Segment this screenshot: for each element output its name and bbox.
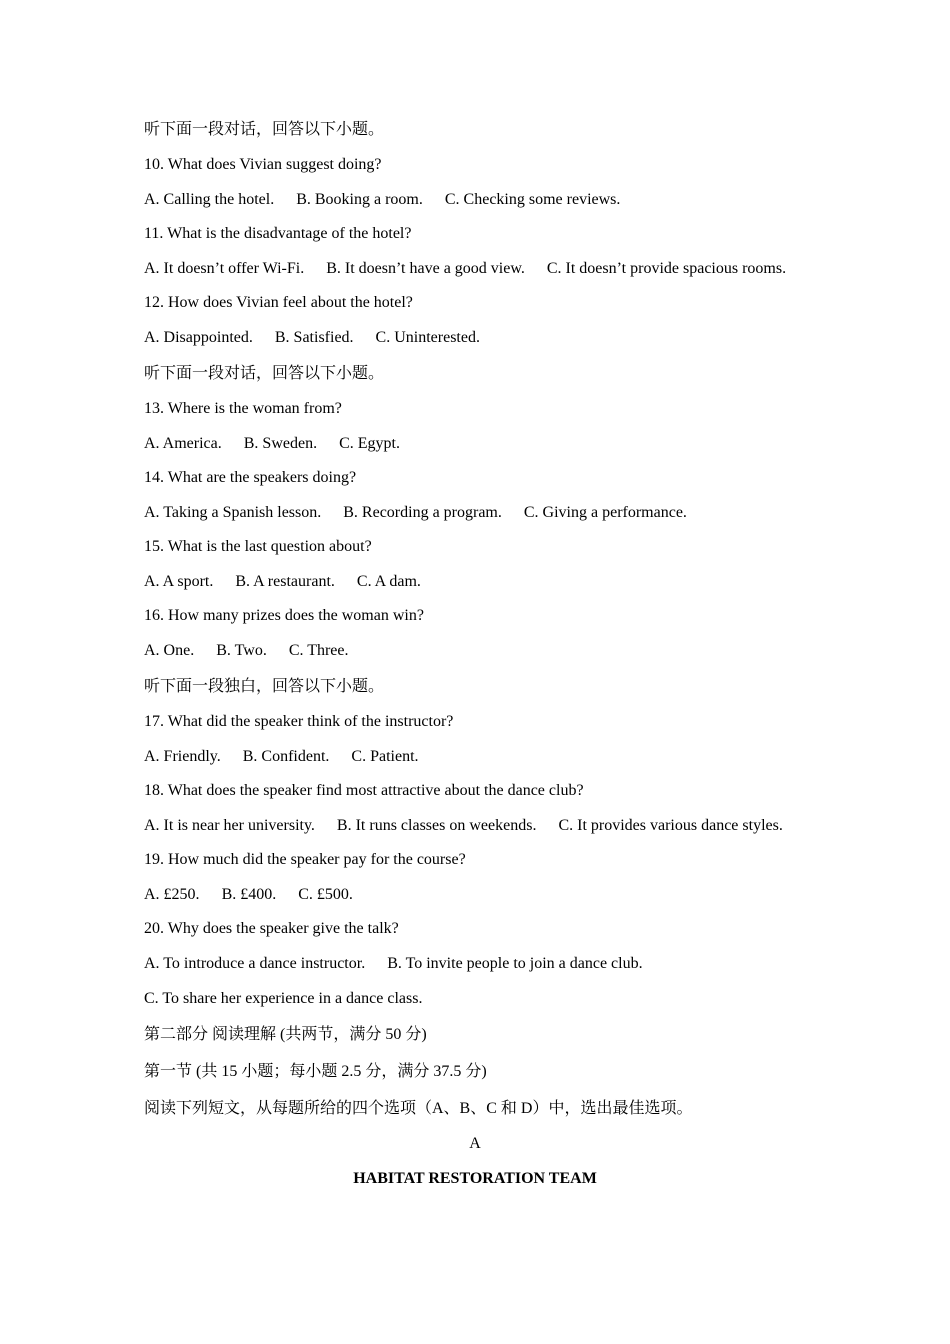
option-c: C. Uninterested. — [375, 329, 480, 346]
section-intro: 听下面一段对话，回答以下小题。 — [144, 365, 385, 382]
passage-letter: A — [469, 1135, 481, 1152]
question-12: 12. How does Vivian feel about the hotel? — [144, 294, 413, 311]
option-b: B. To invite people to join a dance club. — [387, 955, 643, 972]
options-11 — [144, 257, 786, 281]
options-17 — [144, 745, 419, 769]
option-b: B. £400. — [221, 886, 277, 903]
options-15 — [144, 570, 421, 594]
options-16 — [144, 639, 349, 663]
question-14: 14. What are the speakers doing? — [144, 469, 357, 486]
option-a: A. £250. — [144, 886, 200, 903]
option-a: A. To introduce a dance instructor. — [144, 955, 366, 972]
passage-title: HABITAT RESTORATION TEAM — [353, 1170, 597, 1187]
section-one-heading: 第一节 (共 15 小题；每小题 2.5 分，满分 37.5 分) — [144, 1063, 487, 1080]
option-a: A. America. — [144, 435, 222, 452]
part-two-heading: 第二部分 阅读理解 (共两节，满分 50 分) — [144, 1026, 427, 1043]
option-a: A. Calling the hotel. — [144, 191, 275, 208]
question-15: 15. What is the last question about? — [144, 538, 372, 555]
option-c: C. Checking some reviews. — [444, 191, 621, 208]
option-a: A. Taking a Spanish lesson. — [144, 504, 322, 521]
option-c: C. It provides various dance styles. — [558, 817, 783, 834]
options-18 — [144, 814, 783, 838]
option-b: B. Booking a room. — [296, 191, 423, 208]
question-10: 10. What does Vivian suggest doing? — [144, 156, 382, 173]
option-c: C. It doesn’t provide spacious rooms. — [546, 260, 787, 277]
options-19 — [144, 883, 353, 907]
option-c: C. Giving a performance. — [523, 504, 687, 521]
option-c: C. A dam. — [356, 573, 421, 590]
question-20: 20. Why does the speaker give the talk? — [144, 920, 399, 937]
option-b: B. Recording a program. — [343, 504, 502, 521]
options-10 — [144, 188, 620, 212]
option-b: B. Satisfied. — [274, 329, 354, 346]
option-c: C. To share her experience in a dance class. — [144, 990, 423, 1007]
section-intro: 听下面一段对话，回答以下小题。 — [144, 121, 385, 138]
option-c: C. Egypt. — [339, 435, 400, 452]
options-20 — [144, 952, 643, 976]
option-a: A. Disappointed. — [144, 329, 253, 346]
option-b: B. Two. — [216, 642, 267, 659]
option-b: B. Sweden. — [243, 435, 318, 452]
option-b: B. Confident. — [242, 748, 330, 765]
option-b: B. It doesn’t have a good view. — [326, 260, 525, 277]
option-a: A. It is near her university. — [144, 817, 315, 834]
options-13 — [144, 432, 400, 456]
question-18: 18. What does the speaker find most attractive about the dance club? — [144, 782, 584, 799]
option-c: C. Patient. — [351, 748, 419, 765]
option-a: A. Friendly. — [144, 748, 221, 765]
option-c: C. Three. — [288, 642, 349, 659]
option-c: C. £500. — [298, 886, 353, 903]
option-a: A. One. — [144, 642, 195, 659]
question-13: 13. Where is the woman from? — [144, 400, 342, 417]
option-a: A. A sport. — [144, 573, 214, 590]
question-16: 16. How many prizes does the woman win? — [144, 607, 424, 624]
reading-instruction: 阅读下列短文，从每题所给的四个选项（A、B、C 和 D）中，选出最佳选项。 — [144, 1100, 693, 1117]
section-intro: 听下面一段独白，回答以下小题。 — [144, 678, 385, 695]
options-14 — [144, 501, 687, 525]
option-a: A. It doesn’t offer Wi-Fi. — [144, 260, 305, 277]
option-b: B. A restaurant. — [235, 573, 335, 590]
option-b: B. It runs classes on weekends. — [336, 817, 537, 834]
question-17: 17. What did the speaker think of the instructor? — [144, 713, 454, 730]
options-12 — [144, 326, 480, 350]
question-11: 11. What is the disadvantage of the hotel? — [144, 225, 412, 242]
question-19: 19. How much did the speaker pay for the course? — [144, 851, 466, 868]
